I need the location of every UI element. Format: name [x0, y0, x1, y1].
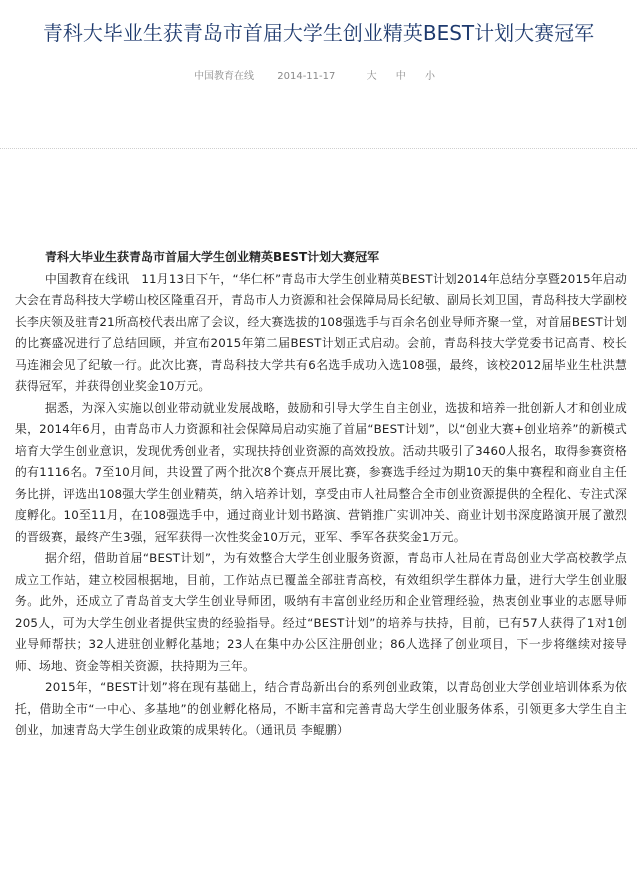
article-paragraph-3: 据介绍，借助首届“BEST计划”，为有效整合大学生创业服务资源，青岛市人社局在青岛创业大学高校教学点成立工作站，建立校园根据地，目前，工作站点已覆盖全部驻青高校，有效组织学生群体力量，进行大学生创业服务。此外，还成立了青岛首支大学生创业导师团，吸纳有丰富创业经历和企业管理经验，热衷创业事业的志愿导师205人，可为大学生创业者提供宝贵的经验指导。经过“BEST计划”的培养与扶持，目前，已有57人获得了1对1创业导师帮扶；32人进驻创业孵化基地；23人在集中办公区注册创业；86人选择了创业项目，下一步将继续对接导师、场地、资金等相关资源，扶持期为三年。 [15, 551, 627, 673]
article-source: 中国教育在线 [194, 71, 255, 82]
article-body [15, 247, 627, 742]
article-paragraph-1: 中国教育在线讯 11月13日下午，“华仁杯”青岛市大学生创业精英BEST计划2014年总结分享暨2015年启动大会在青岛科技大学崂山校区隆重召开，青岛市人力资源和社会保障局局长纪敏、副局长刘卫国，青岛科技大学副校长李庆领及驻青21所高校代表出席了会议，经大赛选拔的108强选手与百余名创业导师齐聚一堂，对首届BEST计划的比赛盛况进行了总结回顾，并宣布2015年第二届BEST计划正式启动。会前，青岛科技大学党委书记高青、校长马连湘会见了纪敏一行。此次比赛，青岛科技大学共有6名选手成功入选108强，最终，该校2012届毕业生杜洪慧获得冠军，并获得创业奖金10万元。 [15, 271, 627, 393]
font-size-small-link[interactable]: 小 [424, 71, 435, 82]
article-date: 2014-11-17 [277, 71, 336, 82]
article-meta [0, 67, 637, 82]
article-paragraph-2: 据悉，为深入实施以创业带动就业发展战略，鼓励和引导大学生自主创业，选拔和培养一批创新人才和创业成果，2014年6月，由青岛市人力资源和社会保障局启动实施了首届“BEST计划”，以“创业大赛+创业培养”的新模式培育大学生创业意识，发现优秀创业者，实现扶持创业资源的高效投放。活动共吸引了3460人报名，取得参赛资格的有1116名。7至10月间，共设置了两个批次8个赛点开展比赛，参赛选手经过为期10天的集中赛程和商业自主任务比拼，评选出108强大学生创业精英，纳入培养计划，享受由市人社局整合全市创业资源提供的全程化、专注式深度孵化。10至11月，在108强选手中，通过商业计划书路演、营销推广实训冲关、商业计划书深度路演开展了激烈的晋级赛，最终产生3强，冠军获得一次性奖金10万元，亚军、季军各获奖金1万元。 [15, 400, 627, 544]
header-divider [0, 148, 637, 149]
article-paragraph-4: 2015年，“BEST计划”将在现有基础上，结合青岛新出台的系列创业政策，以青岛创业大学创业培训体系为依托，借助全市“一中心、多基地”的创业孵化格局，不断丰富和完善青岛大学生创业服务体系，引领更多大学生自主创业，加速青岛大学生创业政策的成果转化。（通讯员 李鲲鹏） [15, 680, 627, 737]
article-subheading: 青科大毕业生获青岛市首届大学生创业精英BEST计划大赛冠军 [45, 250, 380, 264]
font-size-controls [359, 71, 443, 82]
font-size-medium-link[interactable]: 中 [395, 71, 406, 82]
article-title: 青科大毕业生获青岛市首届大学生创业精英BEST计划大赛冠军 [42, 21, 595, 45]
font-size-large-link[interactable]: 大 [366, 71, 377, 82]
